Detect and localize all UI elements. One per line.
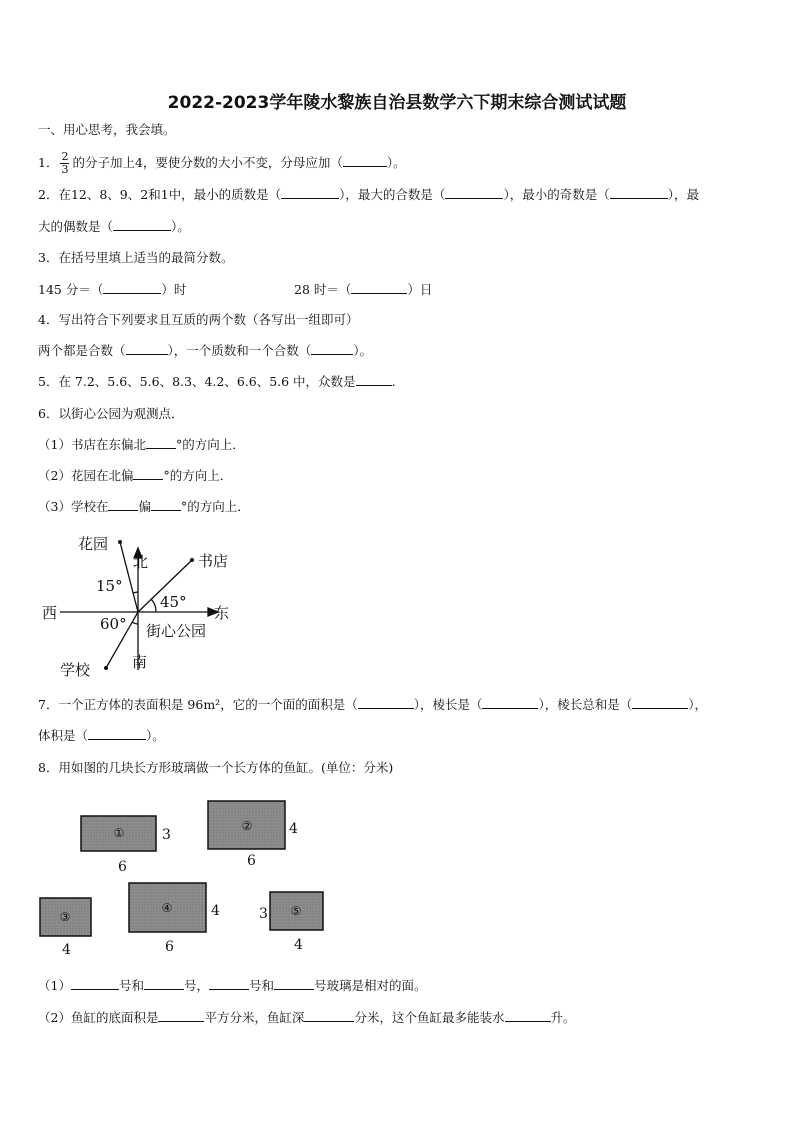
q7-text: ），棱长总和是（	[538, 697, 633, 712]
question-1	[38, 151, 406, 176]
q8-text: 升。	[550, 1010, 576, 1025]
bookstore-label: 书店	[198, 552, 229, 570]
q7-text: ），棱长是（	[413, 697, 483, 712]
q7-text: 体积是（	[38, 728, 89, 743]
q8-text: 号玻璃是相对的面。	[314, 978, 427, 993]
question-6: 6．以街心公园为观测点．	[38, 406, 184, 421]
q8-text: （2）鱼缸的底面积是	[38, 1010, 159, 1025]
answer-blank[interactable]	[445, 187, 503, 199]
piece-2-id: ②	[241, 819, 253, 833]
fraction	[60, 151, 69, 176]
question-6-2	[38, 468, 232, 484]
garden-label: 花园	[78, 535, 109, 553]
bookstore-point	[190, 558, 194, 562]
q2-text: ）。	[171, 219, 190, 234]
piece-4-width: 6	[165, 939, 174, 955]
compass-diagram	[38, 528, 248, 686]
answer-blank[interactable]	[274, 978, 314, 990]
answer-blank[interactable]	[632, 697, 688, 709]
piece-2-width: 6	[247, 853, 256, 869]
q8-text: 号和	[248, 978, 274, 993]
angle-arc-45	[151, 599, 156, 612]
q6-text: 偏	[138, 499, 151, 514]
piece-3-id: ③	[59, 910, 71, 924]
question-4-answers	[38, 343, 372, 359]
piece-4-id: ④	[161, 901, 173, 915]
question-2	[38, 187, 699, 203]
answer-blank[interactable]	[113, 219, 171, 231]
q3b-unit: ）日	[407, 282, 433, 297]
answer-blank[interactable]	[351, 282, 407, 294]
question-3: 3．在括号里填上适当的最简分数。	[38, 250, 234, 265]
piece-1-id: ①	[113, 826, 125, 840]
q8-text: 分米，这个鱼缸最多能装水	[354, 1010, 505, 1025]
angle-arc-60	[132, 622, 138, 624]
q3a-text: 145 分＝（	[38, 282, 104, 297]
angle-45-label: 45°	[160, 593, 187, 611]
answer-blank[interactable]	[158, 1010, 204, 1022]
answer-blank[interactable]	[610, 187, 668, 199]
fraction-numerator: 2	[61, 150, 69, 163]
question-4: 4．写出符合下列要求且互质的两个数（各写出一组即可）	[38, 312, 359, 327]
answer-blank[interactable]	[281, 187, 339, 199]
question-8-2	[38, 1010, 576, 1026]
question-3a	[38, 282, 186, 298]
piece-5-id: ⑤	[290, 904, 302, 918]
answer-blank[interactable]	[343, 155, 387, 167]
question-8-1	[38, 978, 427, 994]
north-label: 北	[133, 553, 149, 571]
school-point	[104, 666, 108, 670]
question-6-1	[38, 437, 245, 453]
answer-blank[interactable]	[126, 343, 168, 355]
q2-text: 大的偶数是（	[38, 219, 114, 234]
q2-text: ），最大的合数是（	[339, 187, 446, 202]
answer-blank[interactable]	[144, 978, 184, 990]
q6-text: （2）花园在北偏	[38, 468, 134, 483]
q3a-unit: ）时	[161, 282, 187, 297]
q6-text: °的方向上．	[163, 468, 233, 483]
q4-text: ）。	[353, 343, 373, 358]
q4-text: ），一个质数和一个合数（	[167, 343, 312, 358]
piece-1-height: 3	[162, 827, 171, 843]
west-label: 西	[42, 604, 58, 622]
garden-point	[118, 540, 122, 544]
question-5	[38, 374, 396, 390]
q8-text: 号，	[183, 978, 209, 993]
answer-blank[interactable]	[311, 343, 353, 355]
page-title: 2022-2023学年陵水黎族自治县数学六下期末综合测试试题	[167, 93, 627, 113]
q3b-text: 28 时＝（	[294, 282, 352, 297]
answer-blank[interactable]	[482, 697, 538, 709]
piece-3-width: 4	[62, 942, 71, 958]
q6-text: °的方向上．	[180, 499, 250, 514]
q7-text: ）。	[146, 728, 165, 743]
question-6-3	[38, 499, 250, 515]
answer-blank[interactable]	[103, 282, 161, 294]
question-2-cont	[38, 219, 190, 235]
question-7-cont	[38, 728, 165, 744]
question-7	[38, 697, 707, 713]
q2-text: ），最小的奇数是（	[503, 187, 610, 202]
center-label: 街心公园	[146, 622, 207, 640]
piece-1-width: 6	[118, 859, 127, 875]
q6-text: （1）书店在东偏北	[38, 437, 146, 452]
q1-number: 1．	[38, 155, 59, 170]
answer-blank[interactable]	[151, 499, 181, 511]
q5-text: 5．在 7.2、5.6、5.6、8.3、4.2、6.6、5.6 中，众数是	[38, 374, 356, 389]
fraction-denominator: 3	[61, 163, 69, 176]
piece-2-height: 4	[289, 821, 298, 837]
answer-blank[interactable]	[304, 1010, 354, 1022]
south-label: 南	[132, 653, 148, 671]
piece-5-width: 4	[294, 937, 303, 953]
piece-4-height: 4	[211, 903, 220, 919]
section-heading: 一、用心思考，我会填。	[38, 122, 176, 137]
east-label: 东	[214, 604, 230, 622]
q8-text: 号和	[118, 978, 144, 993]
glass-pieces-diagram	[0, 790, 794, 960]
answer-blank[interactable]	[209, 978, 249, 990]
q8-text: 平方分米，鱼缸深	[204, 1010, 305, 1025]
q2-text: ），最	[667, 187, 699, 202]
q7-text: 7．一个正方体的表面积是 96m²，它的一个面的面积是（	[38, 697, 358, 712]
answer-blank[interactable]	[71, 978, 119, 990]
angle-15-label: 15°	[96, 577, 123, 595]
q2-text: 2．在12、8、9、2和1中，最小的质数是（	[38, 187, 282, 202]
q6-text: °的方向上．	[175, 437, 245, 452]
piece-5-height: 3	[259, 906, 268, 922]
q8-text: （1）	[38, 978, 71, 993]
answer-blank[interactable]	[146, 437, 176, 449]
answer-blank[interactable]	[356, 374, 392, 386]
angle-arc-15	[133, 592, 138, 593]
question-8: 8．用如图的几块长方形玻璃做一个长方体的鱼缸。(单位：分米)	[38, 760, 394, 775]
q4-text: 两个都是合数（	[38, 343, 126, 358]
q1-text-end: ）。	[386, 155, 406, 170]
q5-text: .	[391, 374, 396, 389]
question-3b	[294, 282, 432, 298]
q1-text: 的分子加上4，要使分数的大小不变，分母应加（	[72, 155, 343, 170]
q6-text: （3）学校在	[38, 499, 109, 514]
answer-blank[interactable]	[133, 468, 163, 480]
answer-blank[interactable]	[358, 697, 414, 709]
answer-blank[interactable]	[505, 1010, 551, 1022]
answer-blank[interactable]	[88, 728, 146, 740]
answer-blank[interactable]	[108, 499, 138, 511]
school-label: 学校	[60, 661, 91, 679]
q7-text: ），	[688, 697, 707, 712]
angle-60-label: 60°	[100, 615, 127, 633]
